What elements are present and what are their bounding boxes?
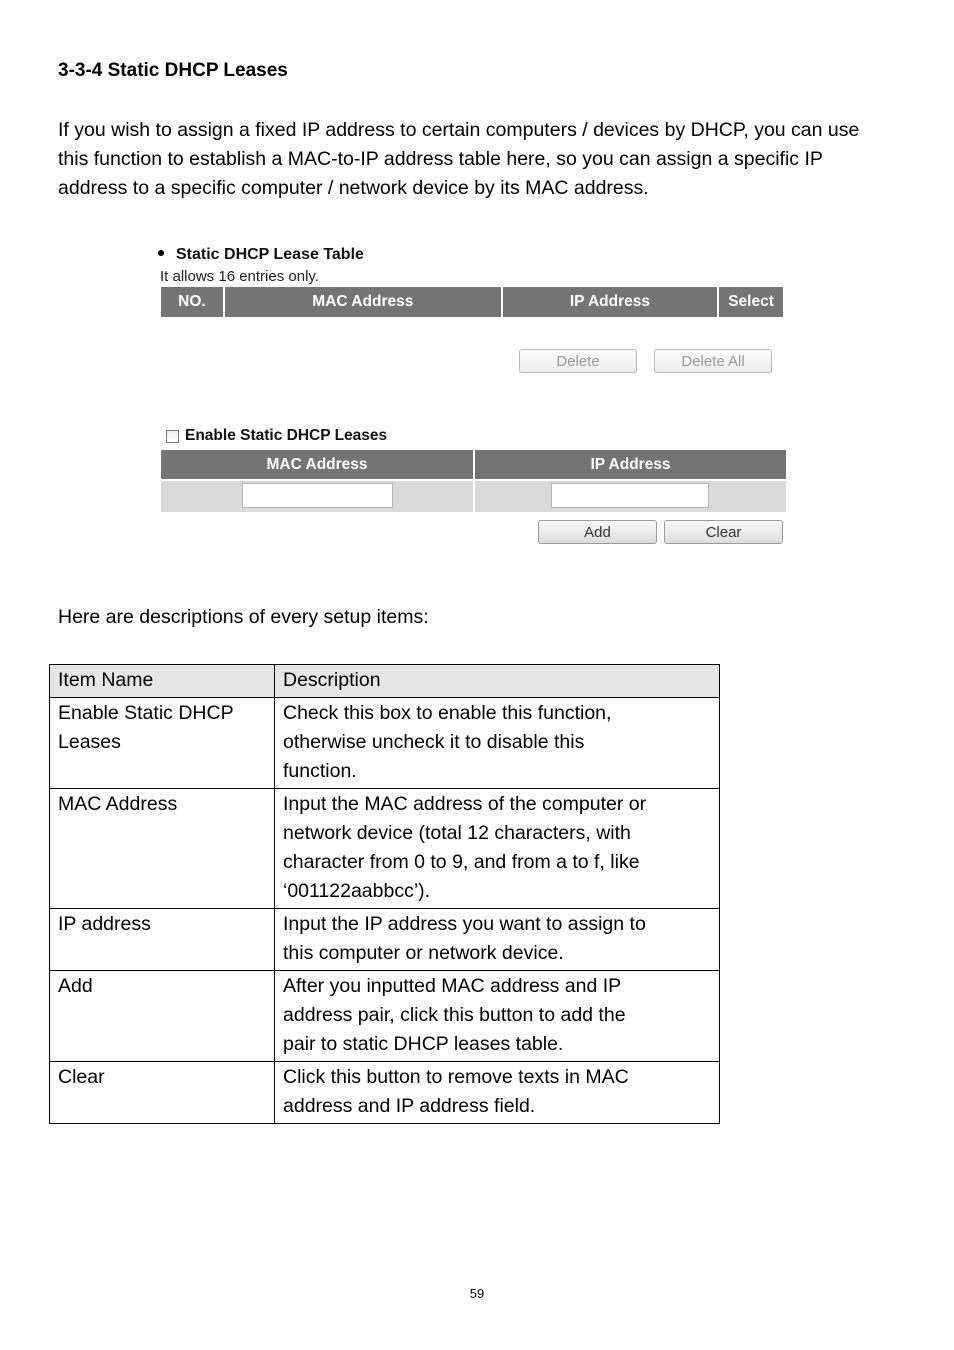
section-heading: 3-3-4 Static DHCP Leases <box>58 60 288 81</box>
item-name <box>50 698 275 789</box>
description-line: address and IP address field. <box>283 1095 536 1117</box>
clear-button[interactable]: Clear <box>664 520 783 544</box>
item-name <box>50 789 275 909</box>
col-no: NO. <box>161 287 223 317</box>
description-line: this computer or network device. <box>283 942 564 964</box>
table-header-row <box>50 665 720 698</box>
item-name <box>50 1062 275 1124</box>
table-row <box>50 1062 720 1124</box>
description-line: otherwise uncheck it to disable this <box>283 731 585 753</box>
delete-all-button[interactable]: Delete All <box>654 349 772 373</box>
intro-line: this function to establish a MAC-to-IP address table here, so you can assign a specific IP <box>58 148 823 170</box>
description-line: character from 0 to 9, and from a to f, like <box>283 851 640 873</box>
intro-line: address to a specific computer / network device by its MAC address. <box>58 177 649 199</box>
intro-paragraph <box>58 116 908 203</box>
enable-static-dhcp-row <box>166 427 387 445</box>
item-name <box>50 909 275 971</box>
description-line: After you inputted MAC address and IP <box>283 975 622 997</box>
bullet-icon <box>158 250 164 256</box>
col-select: Select <box>719 287 783 317</box>
item-description <box>275 1062 720 1124</box>
item-description <box>275 789 720 909</box>
item-name-line: Enable Static DHCP <box>58 702 234 724</box>
item-description <box>275 698 720 789</box>
item-name-line: IP address <box>58 913 151 935</box>
header-item-name: Item Name <box>50 665 275 698</box>
lease-table <box>159 287 785 317</box>
description-line: Check this box to enable this function, <box>283 702 612 724</box>
description-line: pair to static DHCP leases table. <box>283 1033 564 1055</box>
description-line: network device (total 12 characters, with <box>283 822 631 844</box>
description-line: Input the MAC address of the computer or <box>283 793 647 815</box>
description-line: address pair, click this button to add the <box>283 1004 626 1026</box>
delete-button[interactable]: Delete <box>519 349 637 373</box>
table-row <box>50 909 720 971</box>
table-note: It allows 16 entries only. <box>160 268 319 285</box>
item-description <box>275 909 720 971</box>
entry-col-ip: IP Address <box>475 450 786 479</box>
item-name-line: Add <box>58 975 93 997</box>
item-name <box>50 971 275 1062</box>
enable-static-dhcp-checkbox[interactable] <box>166 430 179 443</box>
item-name-line: Clear <box>58 1066 105 1088</box>
add-button[interactable]: Add <box>538 520 657 544</box>
page-number: 59 <box>469 1286 485 1301</box>
description-line: Input the IP address you want to assign to <box>283 913 646 935</box>
table-row <box>50 789 720 909</box>
col-mac-address: MAC Address <box>225 287 501 317</box>
mac-address-input[interactable] <box>242 483 393 508</box>
description-line: ‘001122aabbcc’). <box>283 880 431 902</box>
table-row <box>50 698 720 789</box>
header-description: Description <box>275 665 720 698</box>
description-table <box>49 664 720 1124</box>
table-title-text: Static DHCP Lease Table <box>176 246 364 263</box>
item-name-line: MAC Address <box>58 793 178 815</box>
intro-line: If you wish to assign a fixed IP address to certain computers / devices by DHCP, you can use <box>58 119 860 141</box>
item-description <box>275 971 720 1062</box>
item-name-line: Leases <box>58 731 121 753</box>
lease-table-header <box>161 287 783 317</box>
table-title <box>158 246 364 264</box>
ip-address-input[interactable] <box>551 483 709 508</box>
enable-static-dhcp-label: Enable Static DHCP Leases <box>185 427 388 444</box>
descriptions-intro: Here are descriptions of every setup items: <box>58 606 429 628</box>
col-ip-address: IP Address <box>503 287 717 317</box>
entry-col-mac: MAC Address <box>161 450 473 479</box>
description-line: Click this button to remove texts in MAC <box>283 1066 629 1088</box>
description-line: function. <box>283 760 357 782</box>
table-row <box>50 971 720 1062</box>
